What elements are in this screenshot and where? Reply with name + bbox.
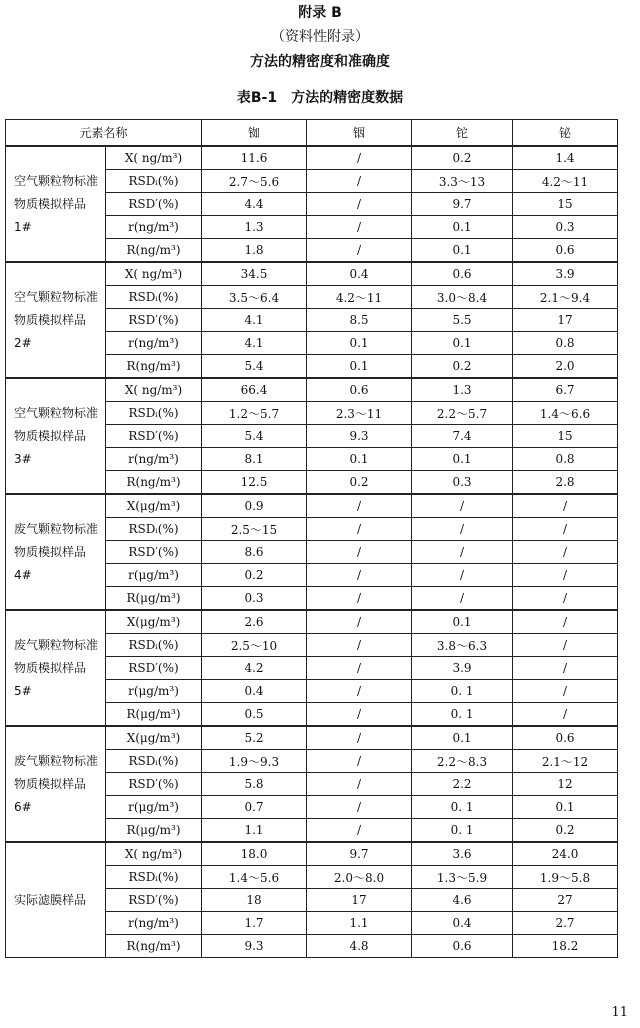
table-cell: 18 xyxy=(202,889,307,912)
metric-label: X(μg/m³) xyxy=(106,726,202,750)
table-cell: 3.8～6.3 xyxy=(412,634,513,657)
metric-label: R(ng/m³) xyxy=(106,355,202,379)
table-cell: 0.1 xyxy=(412,448,513,471)
table-cell: 9.3 xyxy=(307,425,412,448)
table-cell: / xyxy=(307,146,412,170)
metric-label: r(ng/m³) xyxy=(106,448,202,471)
metric-label: RSD′(%) xyxy=(106,193,202,216)
table-cell: 0. 1 xyxy=(412,819,513,843)
table-cell: 5.5 xyxy=(412,309,513,332)
table-cell: 0.9 xyxy=(202,494,307,518)
table-cell: 5.2 xyxy=(202,726,307,750)
table-cell: / xyxy=(513,541,618,564)
table-cell: 0.1 xyxy=(412,239,513,263)
table-cell: 1.3～5.9 xyxy=(412,866,513,889)
metric-label: r(μg/m³) xyxy=(106,564,202,587)
metric-label: r(ng/m³) xyxy=(106,332,202,355)
table-cell: / xyxy=(307,773,412,796)
metric-label: R(ng/m³) xyxy=(106,471,202,495)
table-cell: / xyxy=(412,494,513,518)
table-cell: 18.0 xyxy=(202,842,307,866)
table-cell: / xyxy=(513,634,618,657)
column-header-rb: 铷 xyxy=(202,120,307,147)
table-cell: 0.1 xyxy=(412,332,513,355)
table-cell: 4.1 xyxy=(202,332,307,355)
table-cell: 15 xyxy=(513,193,618,216)
metric-label: r(μg/m³) xyxy=(106,796,202,819)
table-cell: 0.2 xyxy=(513,819,618,843)
precision-table-body xyxy=(6,120,618,958)
metric-label: RSDᵢ(%) xyxy=(106,866,202,889)
sample-group-label: 空气颗粒物标准物质模拟样品1# xyxy=(6,146,106,262)
table-cell: 11.6 xyxy=(202,146,307,170)
table-cell: 3.0～8.4 xyxy=(412,286,513,309)
column-header-bi: 铋 xyxy=(513,120,618,147)
table-cell: 0. 1 xyxy=(412,680,513,703)
table-cell: / xyxy=(307,726,412,750)
table-row xyxy=(6,146,618,170)
table-cell: / xyxy=(307,819,412,843)
table-cell: 0.3 xyxy=(412,471,513,495)
table-cell: 5.8 xyxy=(202,773,307,796)
table-cell: 0.1 xyxy=(412,610,513,634)
metric-label: RSDᵢ(%) xyxy=(106,286,202,309)
table-cell: 2.0 xyxy=(513,355,618,379)
table-cell: 1.4～5.6 xyxy=(202,866,307,889)
table-cell: 2.6 xyxy=(202,610,307,634)
metric-label: RSD′(%) xyxy=(106,889,202,912)
table-cell: / xyxy=(307,587,412,611)
column-header-element-name: 元素名称 xyxy=(6,120,202,147)
table-cell: / xyxy=(307,239,412,263)
table-cell: 0.4 xyxy=(307,262,412,286)
table-cell: / xyxy=(513,494,618,518)
table-cell: 27 xyxy=(513,889,618,912)
metric-label: R(μg/m³) xyxy=(106,703,202,727)
table-cell: 5.4 xyxy=(202,355,307,379)
table-cell: 18.2 xyxy=(513,935,618,958)
table-cell: 66.4 xyxy=(202,378,307,402)
table-cell: 0. 1 xyxy=(412,703,513,727)
table-cell: 9.7 xyxy=(307,842,412,866)
table-cell: 1.4～6.6 xyxy=(513,402,618,425)
table-cell: 4.4 xyxy=(202,193,307,216)
metric-label: RSDᵢ(%) xyxy=(106,402,202,425)
table-cell: 0. 1 xyxy=(412,796,513,819)
table-cell: 1.3 xyxy=(412,378,513,402)
table-cell: 0.6 xyxy=(307,378,412,402)
metric-label: X( ng/m³) xyxy=(106,378,202,402)
table-cell: 1.3 xyxy=(202,216,307,239)
table-cell: 3.6 xyxy=(412,842,513,866)
table-cell: / xyxy=(307,657,412,680)
table-cell: 2.1～12 xyxy=(513,750,618,773)
table-cell: 2.7～5.6 xyxy=(202,170,307,193)
table-cell: 0.6 xyxy=(513,726,618,750)
page-number: 11 xyxy=(611,1005,628,1020)
appendix-title: 附录 B xyxy=(298,5,342,21)
table-cell: / xyxy=(307,170,412,193)
table-cell: 0.8 xyxy=(513,332,618,355)
table-cell: 0.3 xyxy=(513,216,618,239)
table-cell: 8.6 xyxy=(202,541,307,564)
table-cell: / xyxy=(307,796,412,819)
metric-label: X( ng/m³) xyxy=(106,262,202,286)
table-cell: 4.8 xyxy=(307,935,412,958)
table-cell: 0.2 xyxy=(412,355,513,379)
table-title: 表B-1 方法的精密度数据 xyxy=(236,90,404,106)
metric-label: RSD′(%) xyxy=(106,657,202,680)
table-cell: 9.7 xyxy=(412,193,513,216)
table-cell: 1.8 xyxy=(202,239,307,263)
table-cell: 2.3～11 xyxy=(307,402,412,425)
metric-label: X( ng/m³) xyxy=(106,842,202,866)
table-cell: / xyxy=(307,216,412,239)
table-row xyxy=(6,726,618,750)
table-cell: 2.2～8.3 xyxy=(412,750,513,773)
table-cell: 12.5 xyxy=(202,471,307,495)
table-cell: / xyxy=(307,541,412,564)
table-cell: / xyxy=(513,587,618,611)
table-cell: 0.6 xyxy=(513,239,618,263)
table-cell: 1.9～9.3 xyxy=(202,750,307,773)
table-cell: 2.8 xyxy=(513,471,618,495)
table-cell: 0.1 xyxy=(307,355,412,379)
sample-group-label: 空气颗粒物标准物质模拟样品2# xyxy=(6,262,106,378)
table-cell: 4.2～11 xyxy=(513,170,618,193)
table-cell: / xyxy=(412,564,513,587)
metric-label: r(ng/m³) xyxy=(106,912,202,935)
table-cell: 1.4 xyxy=(513,146,618,170)
table-cell: 4.2～11 xyxy=(307,286,412,309)
sample-group-label: 废气颗粒物标准物质模拟样品6# xyxy=(6,726,106,842)
metric-label: r(μg/m³) xyxy=(106,680,202,703)
table-cell: 17 xyxy=(513,309,618,332)
table-cell: / xyxy=(513,657,618,680)
table-cell: 0.8 xyxy=(513,448,618,471)
table-cell: 3.9 xyxy=(513,262,618,286)
table-cell: 0.2 xyxy=(412,146,513,170)
metric-label: R(ng/m³) xyxy=(106,239,202,263)
table-cell: 0.1 xyxy=(307,332,412,355)
metric-label: RSDᵢ(%) xyxy=(106,750,202,773)
table-cell: 0.1 xyxy=(513,796,618,819)
table-cell: / xyxy=(412,587,513,611)
table-cell: / xyxy=(307,750,412,773)
table-cell: 17 xyxy=(307,889,412,912)
table-cell: 2.2 xyxy=(412,773,513,796)
table-cell: / xyxy=(513,564,618,587)
table-cell: 4.2 xyxy=(202,657,307,680)
table-cell: 1.9～5.8 xyxy=(513,866,618,889)
table-row xyxy=(6,842,618,866)
table-cell: / xyxy=(412,518,513,541)
table-cell: 1.1 xyxy=(202,819,307,843)
table-cell: 6.7 xyxy=(513,378,618,402)
sample-group-label: 废气颗粒物标准物质模拟样品5# xyxy=(6,610,106,726)
table-cell: 0.6 xyxy=(412,262,513,286)
table-cell: 0.6 xyxy=(412,935,513,958)
table-cell: 0.1 xyxy=(307,448,412,471)
table-cell: 2.0～8.0 xyxy=(307,866,412,889)
table-cell: / xyxy=(307,703,412,727)
table-cell: / xyxy=(307,634,412,657)
table-cell: 2.1～9.4 xyxy=(513,286,618,309)
table-cell: 9.3 xyxy=(202,935,307,958)
metric-label: R(ng/m³) xyxy=(106,935,202,958)
table-cell: / xyxy=(307,494,412,518)
table-cell: 2.7 xyxy=(513,912,618,935)
appendix-subtitle: 方法的精密度和准确度 xyxy=(250,54,390,70)
metric-label: RSD′(%) xyxy=(106,309,202,332)
table-cell: 5.4 xyxy=(202,425,307,448)
table-cell: 0.5 xyxy=(202,703,307,727)
table-cell: 2.5～15 xyxy=(202,518,307,541)
table-cell: 15 xyxy=(513,425,618,448)
metric-label: X(μg/m³) xyxy=(106,610,202,634)
table-cell: / xyxy=(307,564,412,587)
precision-table xyxy=(5,119,618,958)
table-row xyxy=(6,494,618,518)
metric-label: RSDᵢ(%) xyxy=(106,518,202,541)
table-cell: 3.3～13 xyxy=(412,170,513,193)
table-row xyxy=(6,610,618,634)
table-cell: 2.2～5.7 xyxy=(412,402,513,425)
table-cell: 2.5～10 xyxy=(202,634,307,657)
metric-label: r(ng/m³) xyxy=(106,216,202,239)
table-cell: 12 xyxy=(513,773,618,796)
table-header-row xyxy=(6,120,618,147)
metric-label: RSD′(%) xyxy=(106,773,202,796)
table-cell: / xyxy=(513,610,618,634)
table-cell: 0.3 xyxy=(202,587,307,611)
column-header-in: 铟 xyxy=(307,120,412,147)
metric-label: X( ng/m³) xyxy=(106,146,202,170)
table-cell: 3.9 xyxy=(412,657,513,680)
sample-group-label: 实际滤膜样品 xyxy=(6,842,106,958)
sample-group-label: 空气颗粒物标准物质模拟样品3# xyxy=(6,378,106,494)
table-cell: / xyxy=(513,518,618,541)
metric-label: R(μg/m³) xyxy=(106,587,202,611)
table-cell: / xyxy=(307,518,412,541)
sample-group-label: 废气颗粒物标准物质模拟样品4# xyxy=(6,494,106,610)
table-cell: 34.5 xyxy=(202,262,307,286)
table-cell: 3.5～6.4 xyxy=(202,286,307,309)
table-cell: 0.1 xyxy=(412,726,513,750)
table-cell: 4.1 xyxy=(202,309,307,332)
table-row xyxy=(6,262,618,286)
table-cell: 8.5 xyxy=(307,309,412,332)
table-cell: / xyxy=(307,193,412,216)
table-row xyxy=(6,378,618,402)
table-cell: 1.7 xyxy=(202,912,307,935)
table-cell: 0.7 xyxy=(202,796,307,819)
appendix-nature: （资料性附录） xyxy=(271,29,369,45)
table-cell: / xyxy=(513,703,618,727)
table-cell: / xyxy=(412,541,513,564)
table-cell: / xyxy=(307,610,412,634)
table-cell: / xyxy=(513,680,618,703)
metric-label: R(μg/m³) xyxy=(106,819,202,843)
metric-label: RSD′(%) xyxy=(106,425,202,448)
metric-label: RSDᵢ(%) xyxy=(106,634,202,657)
table-cell: 0.2 xyxy=(202,564,307,587)
table-cell: 1.1 xyxy=(307,912,412,935)
metric-label: RSDᵢ(%) xyxy=(106,170,202,193)
table-cell: 0.2 xyxy=(307,471,412,495)
table-cell: 0.4 xyxy=(202,680,307,703)
table-cell: 7.4 xyxy=(412,425,513,448)
table-cell: 0.1 xyxy=(412,216,513,239)
table-cell: 8.1 xyxy=(202,448,307,471)
metric-label: X(μg/m³) xyxy=(106,494,202,518)
table-cell: 1.2～5.7 xyxy=(202,402,307,425)
table-cell: 0.4 xyxy=(412,912,513,935)
table-cell: 24.0 xyxy=(513,842,618,866)
table-cell: / xyxy=(307,680,412,703)
table-cell: 4.6 xyxy=(412,889,513,912)
metric-label: RSD′(%) xyxy=(106,541,202,564)
column-header-tl: 铊 xyxy=(412,120,513,147)
